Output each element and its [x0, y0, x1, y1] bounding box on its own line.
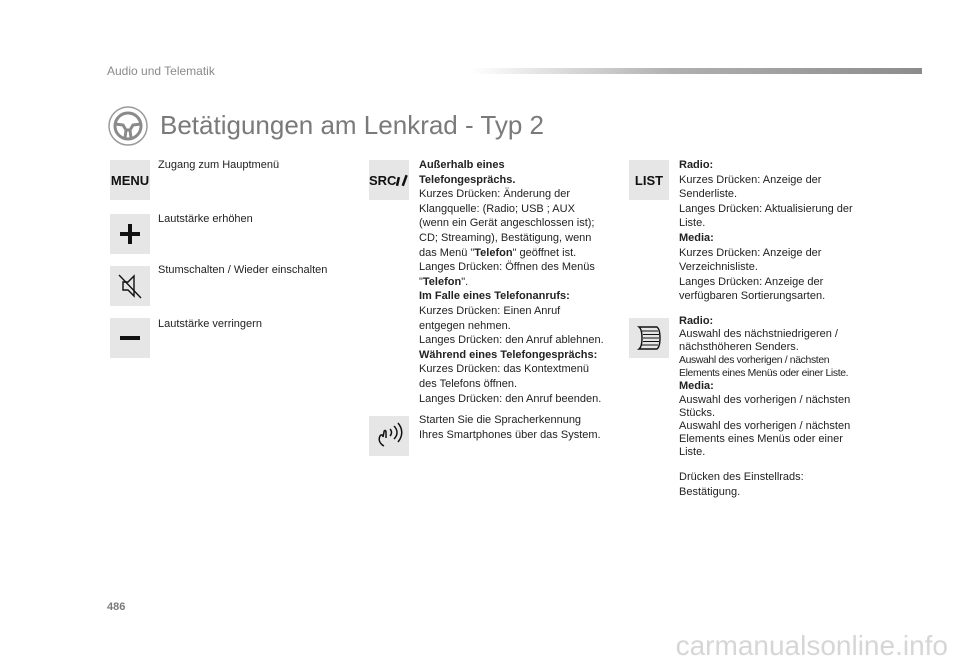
wheel-radio-heading: Radio: — [679, 315, 714, 327]
voice-recognition-icon — [374, 422, 404, 450]
list-radio-long-2: Liste. — [679, 217, 706, 230]
src-context-menu: Kurzes Drücken: das Kontextmenü — [419, 363, 589, 376]
src-during-call-heading: Während eines Telefongesprächs: — [419, 348, 598, 361]
volume-up-button[interactable] — [110, 214, 150, 254]
wheel-media-heading: Media: — [679, 380, 714, 393]
wheel-radio-line-2: nächsthöheren Senders. — [679, 341, 799, 354]
list-media-long-2: verfügbaren Sortierungsarten. — [679, 290, 826, 303]
src-long-press: Langes Drücken: Öffnen des Menüs — [419, 261, 595, 274]
list-button-label: LIST — [634, 172, 664, 188]
wheel-media-line-4: Elements eines Menüs oder einer — [679, 432, 843, 445]
wheel-media-line-2: Stücks. — [679, 406, 716, 419]
src-button-label: SRC — [369, 172, 397, 188]
menu-button-label: MENU — [110, 172, 150, 188]
phone-slash-icon — [396, 173, 409, 187]
wheel-media-line-3: Auswahl des vorherigen / nächsten — [679, 419, 851, 432]
volume-up-description: Lautstärke erhöhen — [158, 213, 253, 225]
list-media-heading: Media: — [679, 231, 714, 244]
mute-icon — [115, 272, 145, 300]
wheel-radio-line-3: Auswahl des vorherigen / nächsten — [679, 355, 830, 367]
list-radio-heading: Radio: — [679, 159, 714, 171]
wheel-media-line-5: Liste. — [679, 445, 706, 458]
src-short-press: Kurzes Drücken: Änderung der — [419, 188, 571, 201]
steering-wheel-icon — [108, 106, 148, 146]
list-media-short: Kurzes Drücken: Anzeige der — [679, 246, 822, 259]
wheel-media-line-1: Auswahl des vorherigen / nächsten — [679, 393, 851, 406]
wheel-press-line-2: Bestätigung. — [679, 485, 741, 498]
voice-line-2: Ihres Smartphones über das System. — [419, 428, 601, 441]
voice-line-1: Starten Sie die Spracherkennung — [419, 414, 582, 426]
src-short-press-3: (wenn ein Gerät angeschlossen ist); — [419, 217, 595, 230]
thumbwheel-press-description — [679, 470, 804, 499]
src-incoming-call-heading: Im Falle eines Telefonanrufs: — [419, 290, 570, 303]
header-divider — [470, 68, 922, 74]
list-radio-long: Langes Drücken: Aktualisierung der — [679, 202, 853, 215]
list-description — [679, 158, 853, 304]
voice-command-button[interactable] — [369, 416, 409, 456]
page-number: 486 — [107, 601, 126, 613]
src-outside-call-heading-2: Telefongesprächs. — [419, 173, 516, 186]
src-short-press-2: Klangquelle: (Radio; USB ; AUX — [419, 202, 575, 215]
wheel-radio-line-4: Elements eines Menüs oder einer Liste. — [679, 368, 849, 380]
volume-down-description: Lautstärke verringern — [158, 318, 262, 330]
list-radio-short-2: Senderliste. — [679, 188, 738, 201]
plus-icon — [119, 223, 141, 245]
list-button[interactable] — [629, 160, 669, 200]
menu-description: Zugang zum Hauptmenü — [158, 159, 280, 171]
src-short-press-5: das Menü "Telefon" geöffnet ist. — [419, 246, 577, 259]
page-title: Betätigungen am Lenkrad - Typ 2 — [160, 110, 544, 140]
src-accept-call: Kurzes Drücken: Einen Anruf — [419, 304, 561, 317]
thumbwheel-description — [679, 315, 850, 459]
mute-description: Stumschalten / Wieder einschalten — [158, 264, 328, 276]
src-context-menu-2: des Telefons öffnen. — [419, 377, 518, 390]
volume-down-button[interactable] — [110, 318, 150, 358]
list-media-short-2: Verzeichnisliste. — [679, 261, 758, 274]
list-media-long: Langes Drücken: Anzeige der — [679, 275, 824, 288]
minus-icon — [119, 335, 141, 341]
src-button[interactable] — [369, 160, 409, 200]
src-description — [419, 158, 604, 406]
menu-button[interactable] — [110, 160, 150, 200]
thumbwheel-icon — [634, 324, 664, 352]
mute-button[interactable] — [110, 266, 150, 306]
src-outside-call-heading: Außerhalb eines — [419, 159, 505, 171]
wheel-radio-line-1: Auswahl des nächstniedrigeren / — [679, 328, 838, 341]
section-title: Audio und Telematik — [107, 64, 215, 78]
src-reject-call: Langes Drücken: den Anruf ablehnen. — [419, 334, 604, 347]
src-end-call: Langes Drücken: den Anruf beenden. — [419, 392, 602, 405]
wheel-press-line-1: Drücken des Einstellrads: — [679, 471, 804, 483]
list-radio-short: Kurzes Drücken: Anzeige der — [679, 173, 822, 186]
voice-description — [419, 413, 601, 442]
src-long-press-2: "Telefon". — [419, 275, 469, 288]
watermark: carmanualsonline.info — [675, 630, 948, 661]
thumbwheel-control[interactable] — [629, 318, 669, 358]
src-short-press-4: CD; Streaming), Bestätigung, wenn — [419, 231, 592, 244]
src-accept-call-2: entgegen nehmen. — [419, 319, 511, 332]
